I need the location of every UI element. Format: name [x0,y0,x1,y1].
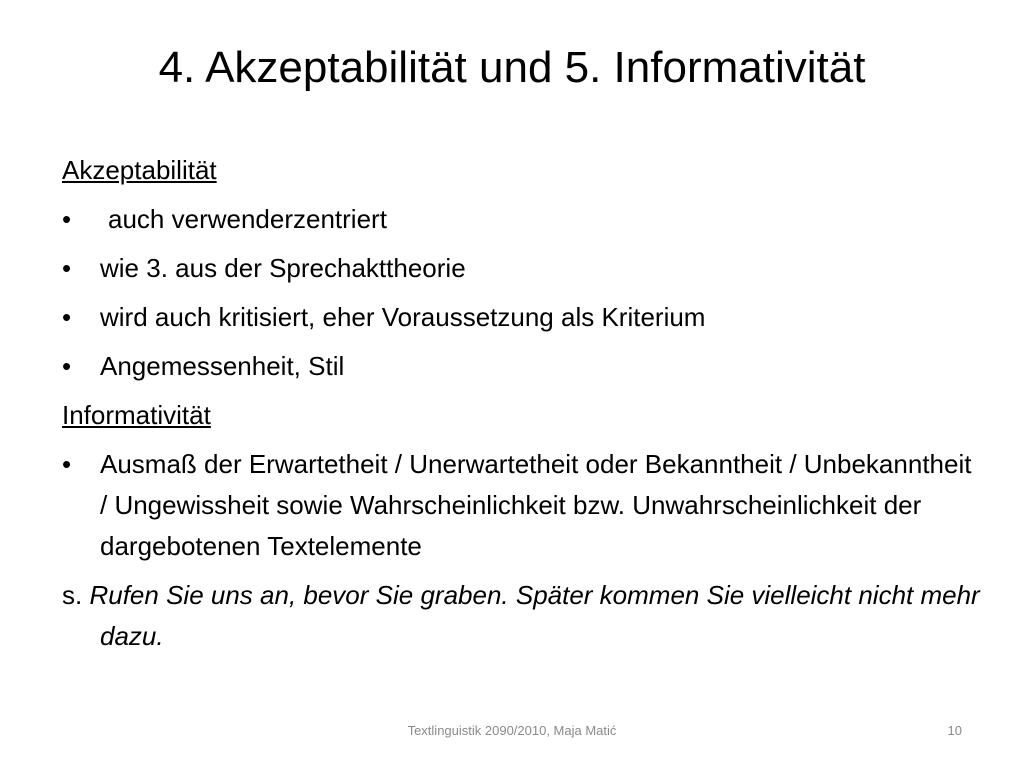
bullet-icon: • [62,253,72,283]
bullet-text: auch verwenderzentriert [108,204,387,234]
bullet-text: Ausmaß der Erwartetheit / Unerwartetheit oder Bekanntheit / Unbekanntheit / Ungewissheit sowie Wahrscheinlichkeit bzw. Unwahrscheinlichkeit der dargebotenen Textelemente [100,449,972,561]
bullet-icon: • [62,351,72,381]
bullet-icon: • [62,449,72,479]
page-number: 10 [947,723,962,738]
bullet-icon: • [62,302,72,332]
bullet-icon: • [62,204,72,234]
section-heading-informativitaet: Informativität [62,400,211,430]
list-item [62,342,982,391]
list-item [62,293,982,342]
section-heading-akzeptabilitaet: Akzeptabilität [62,155,217,185]
slide-body [62,146,982,657]
bullet-list-informativitaet [62,440,982,571]
slide-title: 4. Akzeptabilität und 5. Informativität [158,43,866,92]
list-item [62,195,982,244]
example-sentence [62,575,982,657]
bullet-text: wird auch kritisiert, eher Voraussetzung als Kriterium [100,302,706,332]
bullet-text: Angemessenheit, Stil [100,351,345,381]
list-item [62,244,982,293]
bullet-list-akzeptabilitaet [62,195,982,391]
example-text: Rufen Sie uns an, bevor Sie graben. Später kommen Sie vielleicht nicht mehr dazu. [89,580,980,651]
list-item [62,440,982,571]
slide-footer: Textlinguistik 2090/2010, Maja Matić [407,723,617,738]
example-prefix: s. [62,580,83,610]
bullet-text: wie 3. aus der Sprechakttheorie [100,253,466,283]
